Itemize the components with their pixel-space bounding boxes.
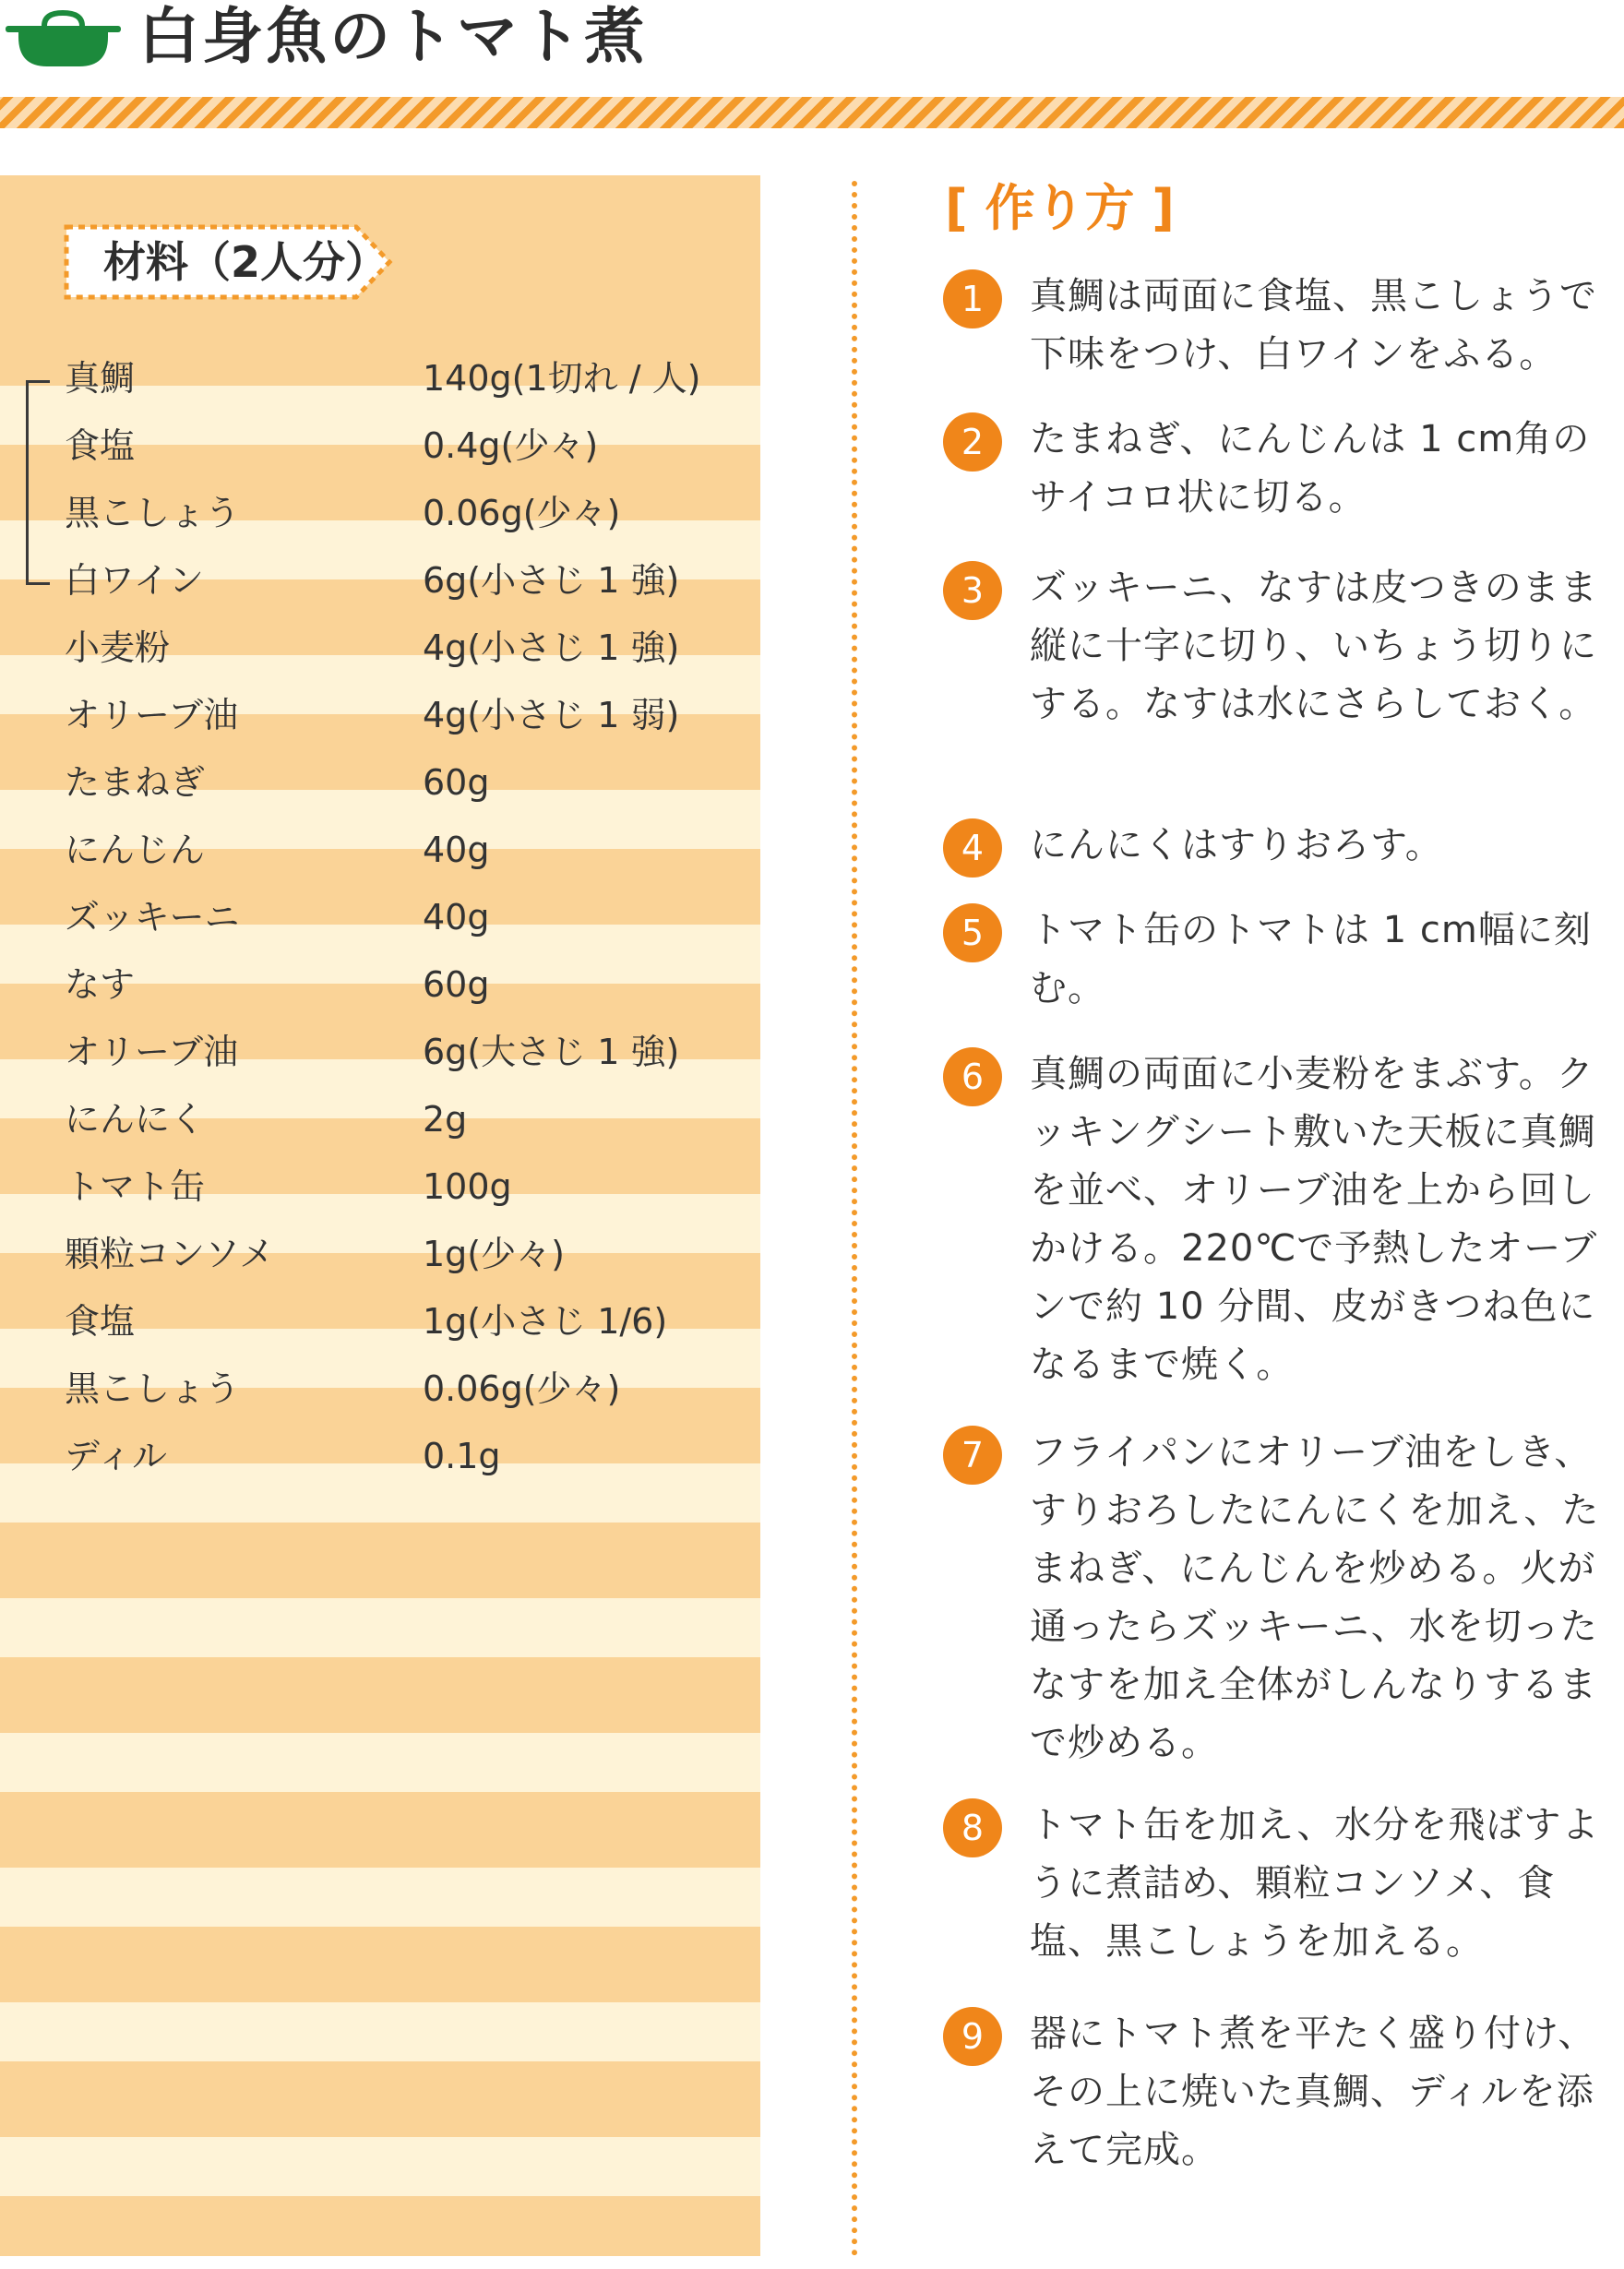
step-number-badge: 4 [943, 818, 1002, 878]
ingredient-name: 顆粒コンソメ [65, 1234, 275, 1274]
ingredients-panel [0, 175, 760, 2256]
stripe-divider [0, 97, 1624, 128]
step-text: たまねぎ、にんじんは 1 cm角のサイコロ状に切る。 [1030, 418, 1591, 519]
ingredient-row [0, 686, 760, 745]
step-number-badge: 9 [943, 2007, 1002, 2066]
ingredient-row [0, 888, 760, 947]
ingredient-quantity: 4g(小さじ 1 強) [423, 627, 680, 668]
ingredient-row [0, 1359, 760, 1418]
step-text: 真鯛は両面に食塩、黒こしょうで下味をつけ、白ワインをふる。 [1030, 275, 1597, 376]
ingredient-quantity: 6g(大さじ 1 強) [423, 1032, 680, 1072]
ingredient-row [0, 753, 760, 812]
step-text: 真鯛の両面に小麦粉をまぶす。クッキングシート敷いた天板に真鯛を並べ、オリーブ油を上から回しかける。220℃で予熱したオーブンで約 10 分間、皮がきつね色になるまで焼く。 [1030, 1053, 1598, 1386]
ingredient-name: ズッキーニ [65, 897, 240, 937]
ingredient-quantity: 140g(1切れ / 人) [423, 358, 701, 399]
step-number-badge: 6 [943, 1047, 1002, 1106]
column-divider [852, 181, 857, 2257]
ingredient-name: なす [65, 964, 136, 1005]
ingredient-name: 小麦粉 [65, 627, 171, 668]
ingredients-label [63, 223, 395, 301]
ingredient-name: トマト缶 [65, 1166, 206, 1207]
ingredient-row [0, 618, 760, 677]
ingredient-name: にんにく [65, 1099, 206, 1140]
step-text: トマト缶のトマトは 1 cm幅に刻む。 [1030, 909, 1592, 1009]
ingredient-row [0, 1224, 760, 1284]
ingredient-quantity: 0.4g(少々) [423, 425, 599, 466]
ingredient-row [0, 484, 760, 543]
step-number-badge: 7 [943, 1426, 1002, 1485]
step-number-badge: 1 [943, 269, 1002, 328]
step-text: フライパンにオリーブ油をしき、すりおろしたにんにくを加え、たまねぎ、にんじんを炒める。火が通ったらズッキーニ、水を切ったなすを加え全体がしんなりするまで炒める。 [1030, 1431, 1600, 1764]
ingredient-row [0, 1427, 760, 1486]
page-header [0, 0, 1624, 129]
ingredient-name: オリーブ油 [65, 1032, 239, 1072]
ingredient-name: ディル [65, 1436, 167, 1476]
step-number-badge: 3 [943, 561, 1002, 620]
ingredient-name: 真鯛 [65, 358, 136, 399]
ingredient-row [0, 820, 760, 879]
step-text: 器にトマト煮を平たく盛り付け、その上に焼いた真鯛、ディルを添えて完成。 [1030, 2012, 1596, 2171]
ingredient-quantity: 2g [423, 1099, 468, 1140]
ingredient-row [0, 349, 760, 408]
ingredient-name: オリーブ油 [65, 695, 239, 735]
ingredient-quantity: 0.06g(少々) [423, 1368, 621, 1409]
ingredient-quantity: 0.06g(少々) [423, 493, 621, 533]
step-number-badge: 5 [943, 903, 1002, 962]
step-text: にんにくはすりおろす。 [1030, 824, 1443, 866]
ingredients-label-text: 材料（2人分） [103, 237, 388, 287]
step-number-badge: 8 [943, 1798, 1002, 1857]
ingredient-quantity: 40g [423, 897, 490, 937]
steps-title: [ 作り方 ] [945, 179, 1175, 237]
ingredient-row [0, 1090, 760, 1149]
ingredient-row [0, 1022, 760, 1081]
ingredient-quantity: 0.1g [423, 1436, 501, 1476]
step-text: ズッキーニ、なすは皮つきのまま縦に十字に切り、いちょう切りにする。なすは水にさらしておく。 [1030, 567, 1598, 725]
ingredient-quantity: 40g [423, 830, 490, 870]
ingredient-row [0, 551, 760, 610]
ingredient-name: にんじん [65, 830, 206, 870]
ingredient-quantity: 60g [423, 762, 490, 803]
page-title: 白身魚のトマト煮 [138, 1, 648, 72]
ingredient-quantity: 100g [423, 1166, 512, 1207]
ingredient-row [0, 1292, 760, 1351]
ingredient-quantity: 1g(少々) [423, 1234, 565, 1274]
ingredient-name: 食塩 [65, 1301, 136, 1342]
ingredient-quantity: 60g [423, 964, 490, 1005]
ingredient-row [0, 1157, 760, 1216]
ingredient-name: 黒こしょう [65, 493, 241, 533]
ingredient-quantity: 6g(小さじ 1 強) [423, 560, 680, 601]
ingredient-row [0, 955, 760, 1014]
ingredient-quantity: 4g(小さじ 1 弱) [423, 695, 680, 735]
step-text: トマト缶を加え、水分を飛ばすように煮詰め、顆粒コンソメ、食塩、黒こしょうを加える。 [1030, 1804, 1600, 1963]
ingredient-name: 白ワイン [65, 560, 204, 601]
ingredient-name: 食塩 [65, 425, 136, 466]
ingredient-row [0, 416, 760, 475]
ingredient-name: 黒こしょう [65, 1368, 241, 1409]
step-number-badge: 2 [943, 412, 1002, 472]
pot-icon [6, 6, 121, 72]
ingredient-name: たまねぎ [65, 762, 206, 803]
ingredient-quantity: 1g(小さじ 1/6) [423, 1301, 668, 1342]
